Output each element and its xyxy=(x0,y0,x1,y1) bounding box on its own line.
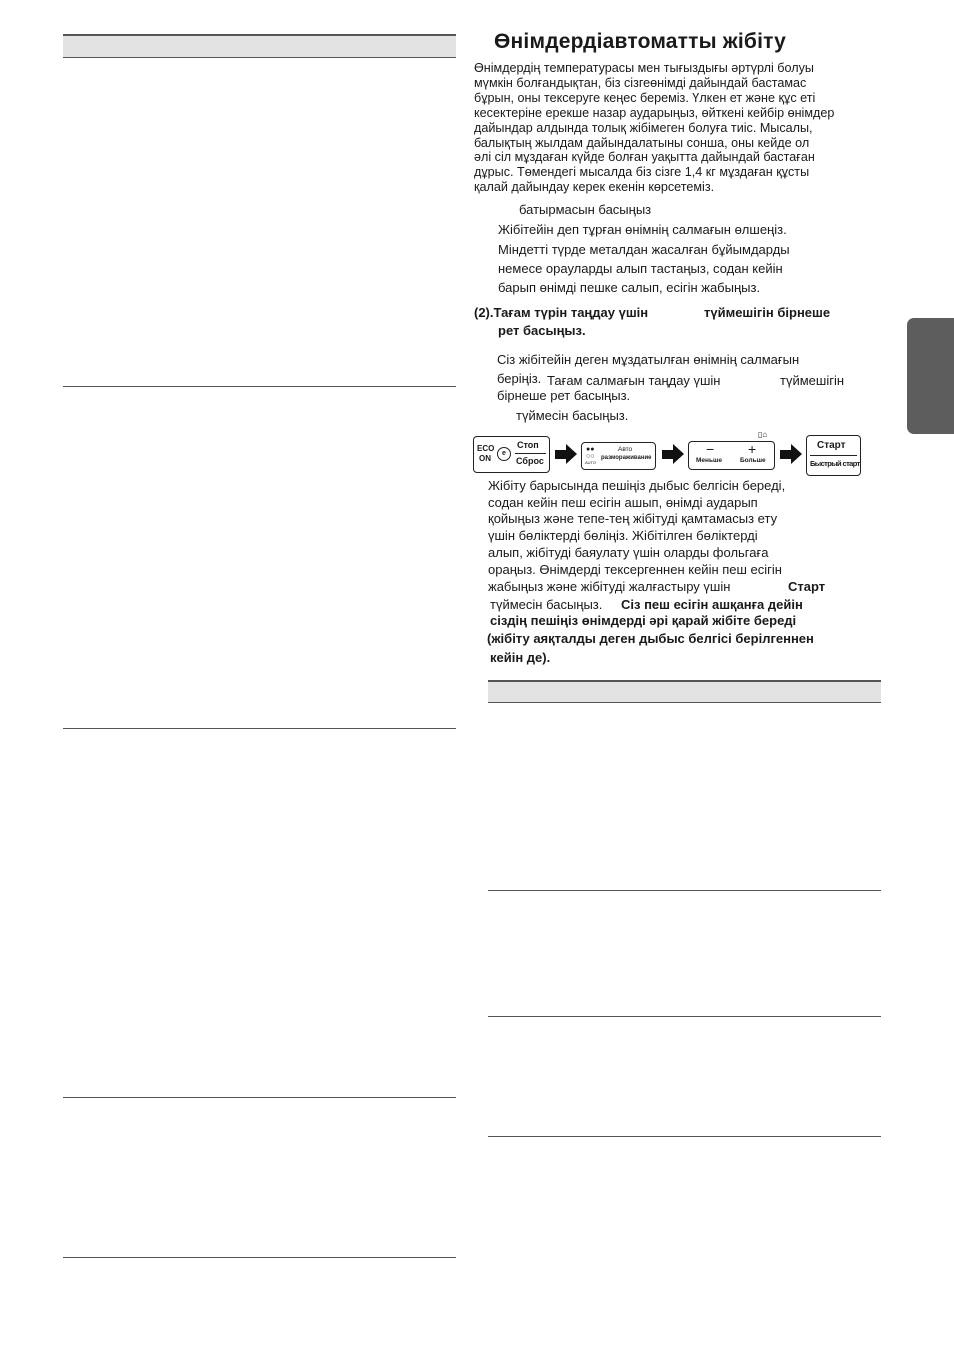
arrow-head-icon xyxy=(566,444,577,464)
intro-line: Өнімдердің температурасы мен тығыздығы әртүрлі болуы xyxy=(474,61,814,75)
stop-divider xyxy=(515,453,546,454)
body-line: қойыңыз және тепе-тең жібітуді қамтамасыз ету xyxy=(488,511,778,526)
step1-line: Жібітейін деп тұрған өнімнің салмағын өлшеңіз. xyxy=(498,222,787,237)
left-divider-3 xyxy=(63,1097,456,1098)
reset-label: Сброс xyxy=(516,456,544,466)
intro-line: балықтың жылдам дайындалатыны сонша, оны кейде ол xyxy=(474,135,810,150)
left-divider-4 xyxy=(63,1257,456,1258)
body-line: Жібіту барысында пешіңіз дыбыс белгісін береді, xyxy=(488,478,786,493)
step3-line-2c: түймешігін xyxy=(780,373,845,388)
auto-label: Авто xyxy=(618,446,633,453)
eco-label: ECO xyxy=(477,444,495,453)
right-divider-1 xyxy=(488,890,881,891)
auto-small-label: AUTO xyxy=(585,460,597,465)
quick-start-label: Быстрый старт xyxy=(810,459,860,468)
page-title: Өнімдердіавтоматты жібіту xyxy=(494,30,787,53)
intro-line: қалай дайындау керек екенін көрсетеміз. xyxy=(474,180,715,195)
left-divider-2 xyxy=(63,728,456,729)
auto-defrost-button[interactable] xyxy=(581,442,656,470)
intro-line: бұрын, оны тексеруге кеңес береміз. Үлкен ет және құс еті xyxy=(474,90,816,105)
arrow-right-icon xyxy=(780,450,791,459)
minus-label: Меньше xyxy=(696,457,722,464)
step3-line-2b: Тағам салмағын таңдау үшін xyxy=(547,373,721,388)
body-line-8b: Сіз пеш есігін ашқанға дейін xyxy=(621,597,803,612)
step3-line-3: бірнеше рет басыңыз. xyxy=(497,388,631,403)
step3-line-1: Сіз жібітейін деген мұздатылған өнімнің салмағын xyxy=(497,352,800,367)
arrow-right-icon xyxy=(662,450,673,459)
intro-line: мүмкін болғандықтан, біз сізгеөнімді дайындай бастамас xyxy=(474,75,807,90)
step1-line: немесе орауларды алып тастаңыз, содан кейін xyxy=(498,261,783,276)
arrow-head-icon xyxy=(791,444,802,464)
right-table-header xyxy=(488,680,881,703)
body-bold-line: кейін де). xyxy=(490,650,551,665)
step1-line: Міндетті түрде металдан жасалған бұйымдарды xyxy=(498,242,790,257)
left-divider-1 xyxy=(63,386,456,387)
body-line: жабыңыз және жібітуді жалғастыру үшін xyxy=(488,579,731,594)
intro-line: кесектеріне ерекше назар аударыңыз, өйткені кейбір өнімдер xyxy=(474,105,835,120)
step2-line-2: рет басыңыз. xyxy=(498,323,586,338)
start-button[interactable] xyxy=(806,435,861,476)
right-divider-3 xyxy=(488,1136,881,1137)
plus-icon: + xyxy=(748,441,757,457)
section-side-tab xyxy=(907,318,954,434)
step4-line: түймесін басыңыз. xyxy=(516,408,629,423)
intro-line: дайындар алдында толық жібімеген болуға тиіс. Мысалы, xyxy=(474,120,813,135)
step2-line-b: түймешігін бірнеше xyxy=(704,305,831,320)
eco-leaf-icon: e xyxy=(497,447,511,461)
body-line: ораңыз. Өнімдерді тексергеннен кейін пеш есігін xyxy=(488,562,782,577)
right-divider-2 xyxy=(488,1016,881,1017)
body-line: содан кейін пеш есігін ашып, өнімді аударып xyxy=(488,495,758,510)
body-bold-line: сіздің пешіңіз өнімдерді әрі қарай жібіте береді xyxy=(490,613,797,628)
stop-label: Стоп xyxy=(517,440,539,450)
start-divider xyxy=(810,455,857,456)
minus-plus-button[interactable] xyxy=(688,441,775,470)
step1-line: барып өнімді пешке салып, есігін жабыңыз. xyxy=(498,280,761,295)
defrost-drops-icon: ●● ○○ xyxy=(586,446,595,460)
body-line: үшін бөліктерді бөліңіз. Жібітілген бөліктерді xyxy=(488,528,758,543)
step1-line: батырмасын басыңыз xyxy=(519,202,652,217)
step3-line-2a: беріңіз. xyxy=(497,371,542,386)
child-lock-icon: ▯⌂ xyxy=(758,430,768,439)
on-label: ON xyxy=(479,454,491,463)
eco-stop-button[interactable] xyxy=(473,436,550,473)
step2-line-a: (2).Тағам түрін таңдау үшін xyxy=(474,305,649,320)
arrow-right-icon xyxy=(555,450,566,459)
minus-icon: − xyxy=(706,441,715,457)
body-start-word: Старт xyxy=(788,579,826,594)
body-bold-line: (жібіту аяқталды деген дыбыс белгісі берілгеннен xyxy=(487,631,814,646)
plus-label: Больше xyxy=(740,457,766,464)
body-line-8a: түймесін басыңыз. xyxy=(490,597,603,612)
arrow-head-icon xyxy=(673,444,684,464)
left-table-header xyxy=(63,34,456,58)
body-line: алып, жібітуді баяулату үшін оларды фольгаға xyxy=(488,545,769,560)
defrost-label: размораживание xyxy=(601,455,652,461)
intro-paragraph xyxy=(474,61,900,195)
start-label: Старт xyxy=(817,440,846,451)
intro-line: дұрыс. Төмендегі мысалда біз сізге 1,4 кг мұздаған құсты xyxy=(474,165,810,180)
intro-line: әлі сіл мұздаған күйде болған уақытта дайындай бастаған xyxy=(474,150,815,165)
